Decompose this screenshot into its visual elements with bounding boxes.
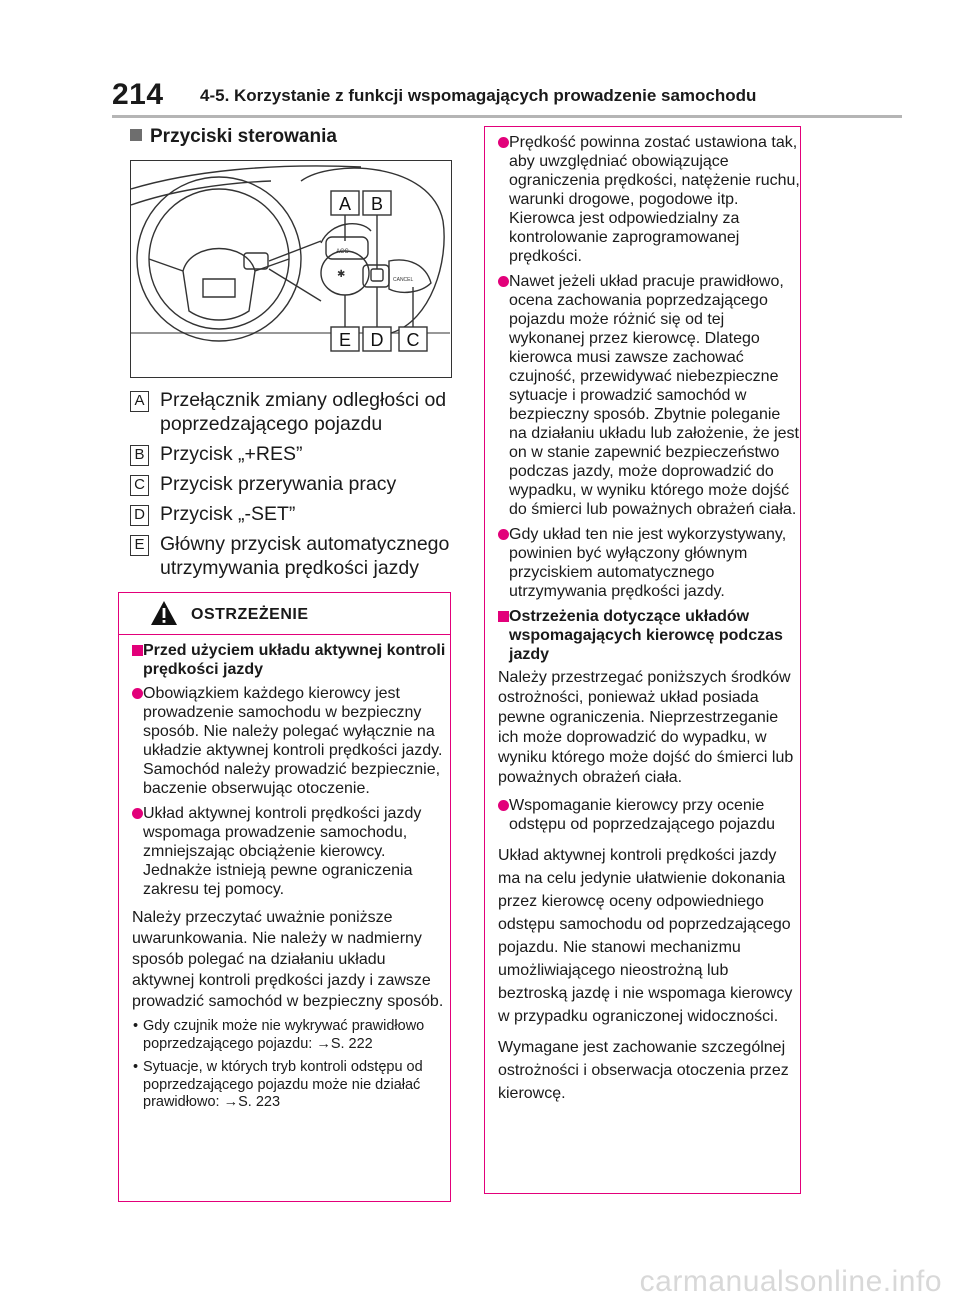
acc-distance-switch xyxy=(326,237,368,259)
dot-bullet-icon xyxy=(498,137,509,148)
dot-bullet-icon xyxy=(132,808,143,819)
callout-a: A xyxy=(338,194,352,214)
watermark: carmanualsonline.info xyxy=(639,1265,942,1298)
label-item-e xyxy=(130,532,460,580)
label-text: Przycisk przerywania pracy xyxy=(160,473,397,495)
label-text: Przycisk „-SET” xyxy=(160,503,296,525)
warning-triangle-icon xyxy=(149,599,179,627)
dot-bullet-icon xyxy=(498,276,509,287)
square-bullet-icon xyxy=(132,645,143,656)
label-item-b xyxy=(130,442,460,466)
callout-b: B xyxy=(370,194,384,214)
main-button-icon-glyph: ✱ xyxy=(337,269,346,280)
warning-paragraph: Układ aktywnej kontroli prędkości jazdy ma na celu jedynie ułatwienie dokonania przez kierowcę oceny odpowiedniego odstępu samochodu od poprzedzającego pojazdu. Nie stanowi mechanizmu umożliwiającego nieostrożną lub beztroską jazdę i nie wspomaga kierowcy w przypadku ograniczonej widoczności. xyxy=(498,847,793,1025)
section-heading xyxy=(130,126,337,148)
warning-box-continued xyxy=(484,126,801,1194)
warning-paragraph: Należy przeczytać uważnie poniższe uwarunkowania. Nie należy w nadmierny sposób polegać na działaniu układu aktywnej kontroli prędkości jazdy i zawsze prowadzić samochód w bezpieczny sposób. xyxy=(132,909,444,1010)
wheel-button-cluster xyxy=(244,253,268,269)
square-bullet-icon xyxy=(498,611,509,622)
warning-label: OSTRZEŻENIE xyxy=(191,606,309,623)
dot-bullet-icon xyxy=(132,688,143,699)
cancel-button-text: CANCEL xyxy=(393,277,414,283)
steering-wheel-illustration xyxy=(131,161,450,376)
square-bullet-icon xyxy=(130,129,142,141)
callout-d: D xyxy=(370,330,384,350)
dot-bullet-icon xyxy=(498,800,509,811)
warning-bullet: Gdy układ ten nie jest wykorzystywany, powinien być wyłączony głównym przyciskiem automatycznego utrzymywania prędkości jazdy. xyxy=(485,525,800,601)
warning-subheading: Ostrzeżenia dotyczące układów wspomagających kierowcę podczas jazdy xyxy=(485,607,800,664)
label-text: Przycisk „+RES” xyxy=(160,443,303,465)
warning-bullet: Obowiązkiem każdego kierowcy jest prowadzenie samochodu w bezpieczny sposób. Nie należy polegać wyłącznie na układzie aktywnej kontroli prędkości jazdy. Samochód należy prowadzić bezpiecznie, baczenie obserwując otoczenie. xyxy=(119,684,450,798)
warning-subheading: Przed użyciem układu aktywnej kontroli prędkości jazdy xyxy=(119,641,450,679)
label-letter: D xyxy=(130,505,149,526)
warning-paragraph: Należy przestrzegać poniższych środków ostrożności, ponieważ układ posiada pewne ograniczenia. Nieprzestrzeganie ich może doprowadzić do wypadku, w wyniku którego może dojść do śmierci lub poważnych obrażeń ciała. xyxy=(498,669,794,786)
section-title: Przyciski sterowania xyxy=(150,126,337,147)
dot-bullet-icon xyxy=(498,529,509,540)
label-item-c xyxy=(130,472,460,496)
warning-header xyxy=(119,593,450,635)
warning-bullet: Układ aktywnej kontroli prędkości jazdy wspomaga prowadzenie samochodu, zmniejszając obciążenie kierowcy. Jednakże istnieją pewne ograniczenia zakresu tej pomocy. xyxy=(119,804,450,899)
callout-c: C xyxy=(406,330,420,350)
warning-small-bullet: • Gdy czujnik może nie wykrywać prawidłowo poprzedzającego pojazdu: →S. 222 xyxy=(119,1018,450,1053)
label-text: Główny przycisk automatycznego utrzymywania prędkości jazdy xyxy=(160,533,450,579)
chapter-title: 4-5. Korzystanie z funkcji wspomagających prowadzenie samochodu xyxy=(200,86,757,105)
header-divider xyxy=(112,115,902,118)
acc-button-text: ACC xyxy=(336,249,349,255)
label-letter: A xyxy=(130,391,149,412)
warning-paragraph: Wymagane jest zachowanie szczególnej ostrożności i obserwacja otoczenia przez kierowcę. xyxy=(498,1039,789,1102)
callout-e: E xyxy=(338,330,352,350)
label-letter: E xyxy=(130,535,149,556)
warning-bullet: Nawet jeżeli układ pracuje prawidłowo, ocena zachowania poprzedzającego pojazdu może różnić się od tej wykonanej przez kierowcę. Dlatego kierowca musi zawsze zachować czujność, przewidywać niebezpieczne sytuacje i prowadzić samochód w bezpieczny sposób. Zbytnie poleganie na działaniu układu lub założenie, że jest on w stanie zapewnić bezpieczeństwo podczas jazdy, może doprowadzić do wypadku, w wyniku którego może dojść do śmierci lub poważnych obrażeń ciała. xyxy=(485,272,800,519)
warning-bullet: Wspomaganie kierowcy przy ocenie odstępu od poprzedzającego pojazdu xyxy=(485,796,800,834)
label-item-d xyxy=(130,502,460,526)
warning-small-bullet: • Sytuacje, w których tryb kontroli odstępu od poprzedzającego pojazdu może nie działać prawidłowo: →S. 223 xyxy=(119,1059,450,1112)
steering-wheel-rim xyxy=(137,177,301,341)
res-set-lever xyxy=(363,265,389,287)
warning-bullet: Prędkość powinna zostać ustawiona tak, aby uwzględniać obowiązujące ograniczenia prędkości, natężenie ruchu, warunki drogowe, pogodowe itp. Kierowca jest odpowiedzialny za kontrolowanie zaprogramowanej prędkości. xyxy=(485,133,800,266)
page-number: 214 xyxy=(112,78,164,111)
control-labels-list xyxy=(130,388,460,586)
warning-box xyxy=(118,592,451,1202)
label-text: Przełącznik zmiany odległości od poprzedzającego pojazdu xyxy=(160,389,447,435)
label-item-a xyxy=(130,388,460,436)
steering-wheel-figure xyxy=(130,160,452,378)
label-letter: B xyxy=(130,445,149,466)
label-letter: C xyxy=(130,475,149,496)
